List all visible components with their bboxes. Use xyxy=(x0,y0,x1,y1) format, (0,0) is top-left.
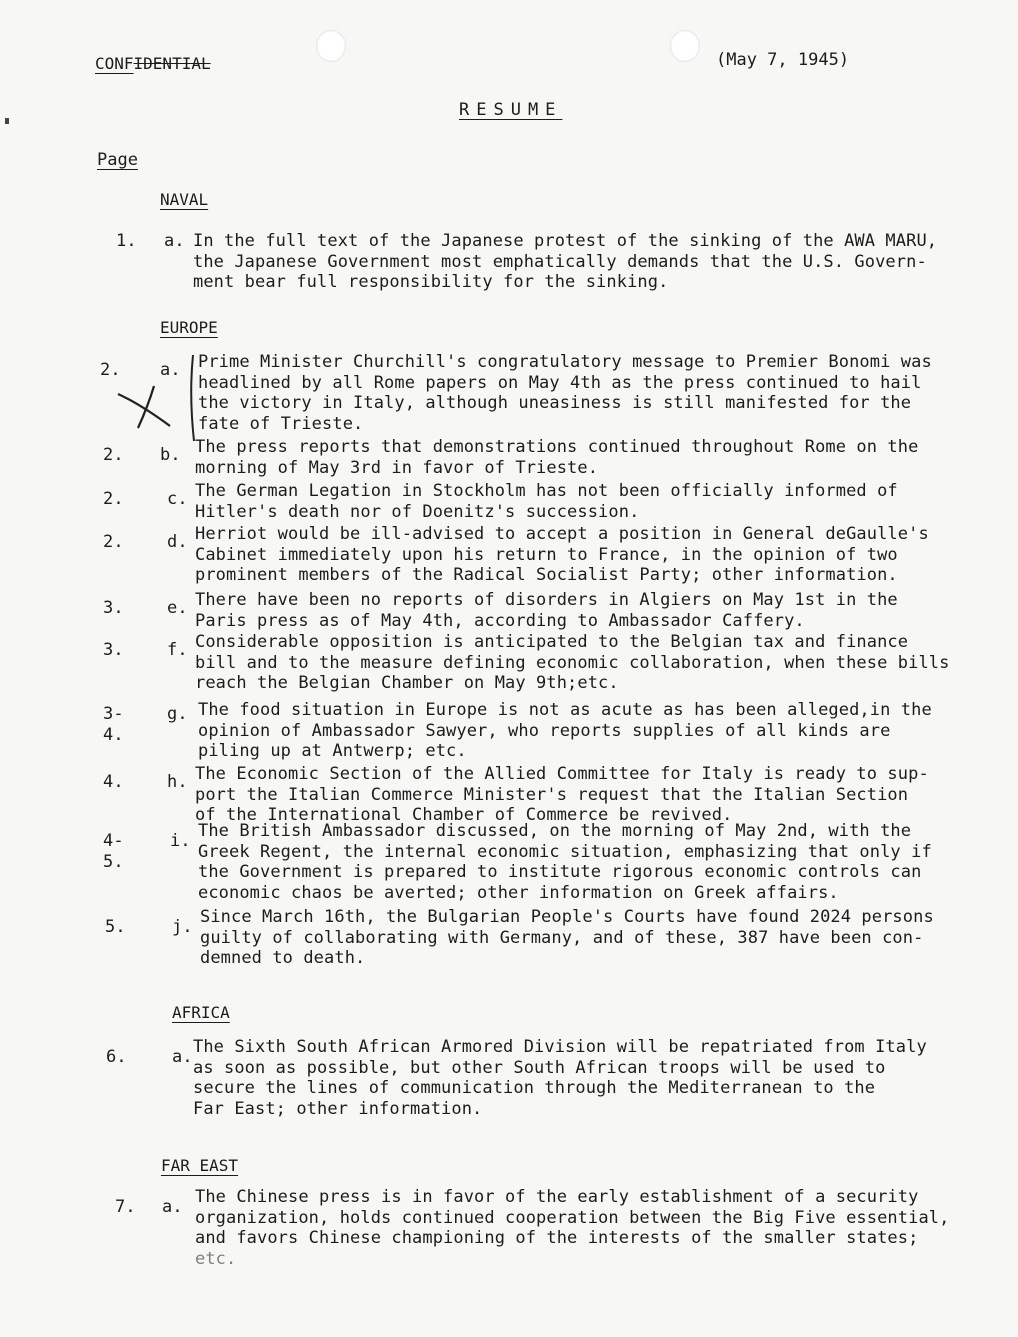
punch-hole-left xyxy=(316,30,346,62)
item-text: The German Legation in Stockholm has not been officially informed of Hitler's death nor of Doenitz's succession. xyxy=(195,481,898,522)
item-text: Considerable opposition is anticipated to the Belgian tax and finance bill and to the measure defining economic collaboration, when these bills reach the Belgian Chamber on May 9th;etc. xyxy=(195,632,950,693)
document-title: RESUME xyxy=(459,100,563,120)
item-text: The press reports that demonstrations continued throughout Rome on the morning of May 3rd in favor of Trieste. xyxy=(195,437,919,478)
stray-mark xyxy=(5,118,9,124)
item-page-number: 4. xyxy=(103,772,124,792)
item-text: The British Ambassador discussed, on the morning of May 2nd, with the Greek Regent, the internal economic situation, emphasizing that only if the Government is prepared to institute rigorous economic controls can economic chaos be averted; other information on Greek affairs. xyxy=(198,821,932,903)
item-text: Prime Minister Churchill's congratulatory message to Premier Bonomi was headlined by all Rome papers on May 4th as the press continued to hail the victory in Italy, although uneasiness is still manifested for the fate of Trieste. xyxy=(198,352,932,434)
item-letter: a. xyxy=(160,360,181,380)
classification-prefix: CONF xyxy=(95,54,134,73)
item-page-number: 3. xyxy=(103,598,124,618)
item-text: There have been no reports of disorders in Algiers on May 1st in the Paris press as of May 4th, according to Ambassador Caffery. xyxy=(195,590,898,631)
item-text: Herriot would be ill-advised to accept a position in General deGaulle's Cabinet immediately upon his return to France, in the opinion of two prominent members of the Radical Socialist Party; other information. xyxy=(195,524,929,585)
item-page-number: 2. xyxy=(100,360,121,380)
item-page-number: 3. xyxy=(103,640,124,660)
item-text: The Economic Section of the Allied Committee for Italy is ready to sup- port the Italian Commerce Minister's request that the Italian Section of the International Chamber of Commerce be revived. xyxy=(195,764,929,825)
page-column-label: Page xyxy=(97,150,138,170)
item-letter: a. xyxy=(172,1047,193,1067)
handwritten-x-mark xyxy=(110,382,180,432)
item-page-number: 7. xyxy=(115,1197,136,1217)
item-text: The Sixth South African Armored Division will be repatriated from Italy as soon as possible, but other South African troops will be used to secure the lines of communication through the Mediterranean to the Far East; other information. xyxy=(193,1037,927,1119)
handwritten-bracket-mark xyxy=(188,355,196,441)
item-letter: j. xyxy=(172,917,193,937)
item-page-number: 6. xyxy=(106,1047,127,1067)
item-page-number: 5. xyxy=(105,917,126,937)
item-page-number: 1. xyxy=(116,231,137,251)
document-date: (May 7, 1945) xyxy=(716,50,850,70)
item-page-number: 2. xyxy=(103,445,124,465)
classification-struck: IDENTIAL xyxy=(133,54,211,73)
item-page-number: 2. xyxy=(103,489,124,509)
item-page-number: 4- 5. xyxy=(103,831,124,872)
item-letter: g. xyxy=(167,704,188,724)
item-text: The Chinese press is in favor of the early establishment of a security organization, holds continued cooperation between the Big Five essential, and favors Chinese championing of the interests of the smaller states; etc. xyxy=(195,1187,950,1269)
item-page-number: 3- 4. xyxy=(103,704,124,745)
section-heading-naval: NAVAL xyxy=(160,190,209,209)
item-letter: d. xyxy=(167,532,188,552)
item-letter: e. xyxy=(167,598,188,618)
item-text: Since March 16th, the Bulgarian People's Courts have found 2024 persons guilty of collaborating with Germany, and of these, 387 have been con- demned to death. xyxy=(200,907,934,968)
punch-hole-right xyxy=(670,30,700,62)
section-heading-africa: AFRICA xyxy=(172,1003,230,1022)
section-heading-europe: EUROPE xyxy=(160,318,218,337)
item-letter: h. xyxy=(167,772,188,792)
classification-stamp xyxy=(95,54,211,73)
item-letter: a. xyxy=(164,231,185,251)
item-text: The food situation in Europe is not as acute as has been alleged,in the opinion of Ambassador Sawyer, who reports supplies of all kinds are piling up at Antwerp; etc. xyxy=(198,700,932,761)
item-letter: b. xyxy=(160,445,181,465)
item-letter: f. xyxy=(167,640,188,660)
item-letter: a. xyxy=(162,1197,183,1217)
item-text: In the full text of the Japanese protest of the sinking of the AWA MARU, the Japanese Government most emphatically demands that the U.S. Govern- ment bear full responsibility for the sinking. xyxy=(193,231,938,292)
item-letter: c. xyxy=(167,489,188,509)
section-heading-far-east: FAR EAST xyxy=(161,1156,239,1175)
item-letter: i. xyxy=(170,831,191,851)
item-page-number: 2. xyxy=(103,532,124,552)
